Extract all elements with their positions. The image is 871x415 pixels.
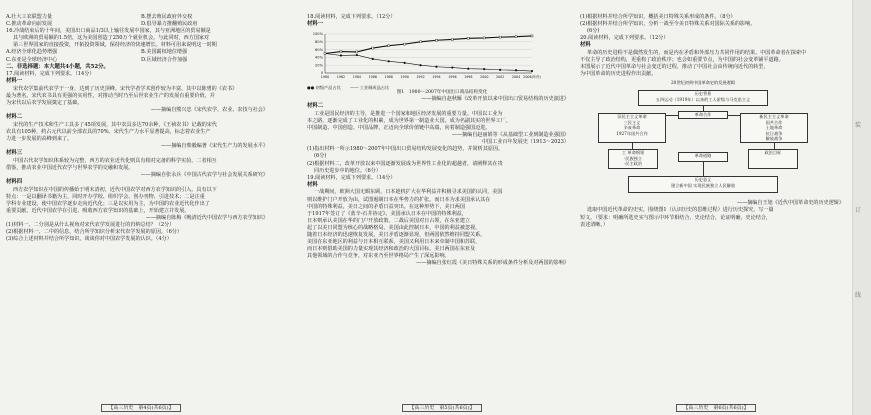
x-tick-label: 1990	[400, 74, 409, 79]
x-tick-label: 1988	[384, 74, 393, 79]
sub-question: (3)综合上述材料并结合所学知识，谈谈你对中国农学发展的认识。（4分）	[6, 236, 172, 243]
material-line: 中国的特殊利益，美日之间的矛盾日益突出。在这种形势下，美日两国	[307, 203, 465, 210]
data-point-manufactured	[451, 38, 453, 40]
diagram-path-box: 革命道路	[678, 152, 728, 162]
box-line: 土地革命	[765, 125, 783, 131]
data-point-manufactured	[388, 44, 390, 46]
gutter-mark: 装	[855, 122, 862, 129]
material-source: ——摘编自柴毅编著《宋代生产力的发展水平》	[161, 143, 268, 150]
page-number: 【高三历史 第6页(共6页)】	[676, 404, 755, 412]
data-point-primary	[531, 70, 533, 72]
page-number: 【高三历史 第4页(共6页)】	[101, 404, 180, 412]
material-line: 起了以美日同盟为核心的战略格局，美国由此控制日本，中国的利益被忽视。	[307, 224, 481, 231]
sub-question: (1)指出材料一所示1980～2007年中国出口贸易结构发展变化的趋势，并简析其原因。	[307, 146, 504, 153]
x-tick-label: 1996	[448, 74, 457, 79]
material-heading: 材料四	[6, 179, 23, 186]
material-line: 宋代的生产技术和生产工具多了45项发展，其中农具多达70余种，《王祯农书》记载的宋代	[13, 121, 217, 128]
x-tick-label: 1984	[352, 74, 362, 79]
material-line: 中国制造、中国创造、中国品牌，正迈向全球价值链中高端，向着制造强国迈进。	[307, 125, 491, 132]
material-line: 美国在东亚地区的利益与日本相互联系，美国又利用日本来牵制中国和苏联，	[307, 239, 481, 246]
page-number: 【高三历史 第5页(共6页)】	[402, 404, 481, 412]
material-line: 一战期间，欧洲大国无暇东顾，日本趁机扩大在华利益并积极寻求美国的认同，美国	[314, 189, 503, 196]
material-line: 重要贡献。近代中国农学在引进、吸收西方农学知识的基础上，开始建立并发展。	[6, 208, 190, 215]
material-line: 本图展示了近代中国革命与社会变迁的过程，推动了中国社会由传统向近代的转型，	[580, 64, 769, 71]
page-6-column	[580, 14, 852, 415]
legend-marker-dots: ●●	[307, 84, 315, 90]
option-c: C.东亚是全球经济中心	[6, 56, 58, 63]
data-point-primary	[515, 69, 517, 71]
material-line: 为中国革命的历史进程作出贡献。	[580, 71, 657, 78]
sub-question: (1)根据材料并结合所学知识，概括美日特殊关系形成的条件。（8分）	[580, 14, 736, 20]
box-line: 解放战争	[765, 135, 783, 141]
question-16-line: 第三世界国家的直接投资，开拓投资领域，保持经济的快速增长。材料可用来说明这一时期	[13, 42, 217, 49]
page-footer	[307, 404, 577, 411]
material-heading: 材料	[307, 181, 318, 188]
question-16-line: 其与欧洲的贸易额的1.5倍，这为美国创造了250万个就业机会。与此同时，西方国家对	[13, 35, 210, 42]
x-tick-label: 1986	[368, 74, 377, 79]
question-16-line: 16.冷战结束后的十年间，美国出口商品1/3以上输往发展中国家，其与亚洲地区的贸易额是	[6, 28, 211, 35]
page-5-column	[307, 14, 577, 415]
connector	[703, 162, 704, 176]
material-heading: 材料一	[6, 78, 23, 85]
diagram-goal-box: 政治目标	[748, 149, 798, 169]
diagram-background-head: 历史背景	[694, 91, 712, 97]
question-20-stem: 20.阅读材料，完成下列要求。（12分）	[580, 35, 669, 42]
sub-question: (1)材料一、二分别是从什么视角对宋代农学发展进行的归纳总结？（2分）	[6, 222, 175, 229]
material-line: 农具有105种，约占元代以前全部农具的70%。宋代生产力水平显著提高，标志着农业生产	[6, 129, 211, 135]
option-d: D.倡导暴力推翻殖民政府	[141, 21, 198, 28]
section-heading: 二、非选择题：本大题共4小题，共52分。	[6, 63, 109, 70]
question-17-stem: 17.阅读材料，完成下列要求。（14分）	[6, 71, 95, 78]
option-a: A.壮大工农联盟力量	[6, 14, 53, 20]
data-point-primary	[499, 68, 501, 70]
material-line: 于1917年签订了《蓝辛-石井协定》。美国承认日本在中国的特殊利益，	[307, 210, 467, 217]
diagram-background-sub: 五四运动（1919年）以来的工人阶级与马克思主义	[655, 96, 751, 102]
y-tick-label: 60%	[315, 47, 323, 52]
legend-marker-line: ——	[350, 84, 359, 90]
data-point-primary	[467, 67, 469, 69]
box-heading: 旧民主主义革命	[617, 114, 647, 120]
material-line: 特点：一是以翻译书籍为主，同时开办学校、组织学会、创办刊物、引进技术；二是注重	[6, 193, 205, 200]
material-source: ——摘编自赵丽娟等《从基础型工业到制造业强国》	[451, 132, 569, 139]
material-line: 借鉴，推动农业中国近代农学与世界农学的交融和发展。	[6, 164, 134, 171]
data-point-primary	[404, 61, 406, 63]
material-line: 革命的历史进程不是偶然发生的，而是内在矛盾和外部压力共同作用的结果。中国革命者在探索中	[587, 49, 807, 56]
material-line: 为宋代以后农学发展奠定了基础。	[6, 100, 83, 107]
box-line: 抗日战争	[765, 130, 783, 136]
data-point-manufactured	[356, 51, 358, 53]
material-heading: 材料	[580, 42, 591, 49]
legend-label: 工业制成品占比	[359, 84, 390, 90]
diagram-background-box	[638, 90, 768, 106]
page-footer	[580, 404, 852, 411]
page-footer	[6, 404, 276, 411]
diagram-significance-box	[628, 176, 778, 193]
y-tick-label: 80%	[315, 39, 323, 44]
material-line: 不仅主导了政治结构，更重构了政治秩序；也会如重要节点，为中国的社会变革铺平道路。	[580, 57, 784, 64]
material-line: 工业是国民经济的主导，是推进一个国家和地区经济发展的重要力量。中国以工业为	[314, 110, 503, 117]
x-tick-label: 2006(年份)	[523, 74, 541, 79]
diagram-title: 20世纪初到中国革命史的发展逻辑	[671, 80, 735, 86]
data-point-manufactured	[435, 39, 437, 41]
data-point-primary	[388, 60, 390, 62]
data-point-manufactured	[531, 35, 533, 37]
box-line: 三民主义	[623, 119, 641, 125]
material-source: ——摘编自张红霞《美日特殊关系的形成条件分析及对两国的影响》	[416, 260, 569, 267]
x-tick-label: 2000	[480, 74, 489, 79]
revolution-logic-diagram	[580, 80, 852, 198]
gutter-mark: 线	[855, 292, 862, 299]
material-line: 则以维护门户开放为由，试图遏制日本在华势力的扩张。而日本为求美国承认其在	[307, 196, 491, 203]
legend-item	[307, 85, 341, 90]
material-line: 随着日本经济的迅速恢复发展，美日矛盾逐渐显现，但两国依然维持同盟关系。	[307, 231, 486, 238]
binding-gutter	[852, 0, 871, 415]
material-line: 力进一步发展的高峰到来了。	[6, 136, 73, 143]
y-tick-label: 20%	[315, 63, 323, 68]
x-tick-label: 1980	[320, 74, 330, 79]
legend-label: 初级产品占比	[315, 84, 341, 90]
material-line: 本之路，逐渐完成了工业化的积累，成为世界第一制造业大国，成为名副其实的世界工厂。	[307, 117, 511, 124]
x-tick-label: 2002	[495, 74, 505, 79]
material-line: 中国古代农学知识体系较为完整，西方的农业近代化则具有相对完备的科学实验。二者相互	[13, 157, 217, 164]
material-source: 中国工业百年发展史（1913～2023）	[481, 139, 569, 146]
data-point-manufactured	[340, 50, 342, 52]
box-line: 辛亥革命	[623, 125, 641, 131]
material-source: ——摘编自赵秋雁《改革开放以来中国出口贸易结构的历史演进》	[421, 96, 569, 103]
data-point-primary	[483, 68, 485, 70]
data-point-manufactured	[467, 37, 469, 39]
diagram-old-democratic-box	[598, 113, 666, 143]
data-point-manufactured	[404, 43, 406, 45]
y-tick-label: 0	[320, 70, 323, 75]
material-line: 最为著名。宋代农书具有更强的实用性，对推动当时乃至后世农业生产的发展有重要价值，并	[6, 93, 215, 100]
diagram-program-box	[608, 149, 658, 169]
chart-caption: 图1 1980～2007年中国出口商品结构变化	[396, 90, 488, 96]
data-point-primary	[419, 64, 421, 66]
option-c: C.推动革命向前发展	[6, 21, 53, 28]
diagram-new-democratic-box	[740, 113, 808, 143]
data-point-primary	[372, 58, 374, 60]
x-tick-label: 1992	[416, 74, 425, 79]
question-18-stem: 18.阅读材料，完成下列要求。（12分）	[307, 14, 396, 20]
data-point-primary	[340, 54, 342, 56]
x-tick-label: 2004	[511, 74, 521, 79]
x-tick-label: 1994	[432, 74, 441, 79]
material-line: 西方农学知识在中国的传播始于明末清初，近代中国农学对西方农学知识的引入，具有以下	[13, 186, 217, 193]
material-source: ——摘编自陈梅《晚清近代中国农学与西方农学知识》	[145, 215, 268, 222]
option-d: D.区域经济合作加强	[141, 56, 188, 63]
x-tick-label: 1982	[336, 74, 346, 79]
material-line: 日本则承认美国在华的门户开放政策。二战后美国对日占领，在东亚建立	[307, 217, 471, 224]
diagram-cooperation-box: 革命合作	[678, 111, 728, 119]
box-line: ·民主政治	[623, 161, 643, 167]
x-tick-label: 1998	[464, 74, 473, 79]
y-tick-label: 100%	[312, 31, 323, 36]
material-source: ——摘编自熊兴忠《宋代农学、农业、农技与社会》	[150, 107, 268, 114]
data-point-manufactured	[499, 36, 501, 38]
material-line: 而日本则借助美国的力量实现其经济和政治的大国目标。美日两国在东亚及	[307, 246, 476, 253]
export-structure-chart	[307, 31, 577, 83]
box-heading: 工 革命纲领	[621, 150, 645, 156]
data-point-manufactured	[420, 40, 422, 42]
task-line: 选取中国近代革命的史实，围绕图1（认识历史的思维过程）进行历史探究，写一篇	[587, 207, 774, 214]
question-19-stem: 19.阅读材料，完成下列要求。（14分）	[307, 174, 396, 181]
task-line: 表述清晰。）	[580, 221, 609, 228]
option-row	[6, 49, 276, 56]
sub-question: (6分)	[587, 28, 600, 35]
option-b: B.美国霸权地位增强	[141, 49, 188, 56]
page-4-column	[6, 14, 276, 415]
data-point-primary	[451, 66, 453, 68]
box-line: 建立新中国 实现民族独立人民解放	[670, 182, 736, 188]
data-point-manufactured	[515, 35, 517, 37]
box-heading: 新民主主义革命	[759, 114, 789, 120]
material-line: 宋代农学集前代农学于一身，达到了历史顶峰。宋代学者学术创作较为丰富，其中以陈旉的《农书》	[13, 85, 238, 92]
box-heading: 历史意义	[694, 177, 712, 183]
y-tick-label: 40%	[315, 55, 323, 60]
material-line: 其他领域的合作与竞争，对东亚乃至世界格局产生了深远影响。	[307, 253, 450, 260]
data-point-manufactured	[324, 52, 326, 54]
sub-question: (2)根据材料二，改革开放以来中国逐渐发展成为世界性工业化的超越者，请阐释其在贵	[307, 160, 503, 167]
sub-question: 同历史进步中的地位。（6分）	[314, 167, 381, 174]
line-chart	[307, 31, 541, 81]
series-line-primary	[325, 53, 532, 71]
sub-question: (2)根据材料并结合所学知识，分析一战至今美日特殊关系对国际关系的影响。	[580, 21, 756, 28]
data-point-manufactured	[483, 37, 485, 39]
data-point-manufactured	[372, 47, 374, 49]
data-point-primary	[435, 65, 437, 67]
material-source: ——摘编自王旭《近代中国革命史的历史逻辑》	[737, 200, 844, 207]
option-a: A.经济全球化趋势增强	[6, 49, 58, 56]
sub-question: (2)根据材料一、二中的信息，结合所学知识分析宋代农学发展的原因。（6分）	[6, 229, 183, 236]
box-line: 1927年国共合作	[616, 130, 648, 136]
material-heading: 材料二	[6, 114, 23, 121]
sub-question: (6分)	[314, 153, 327, 160]
option-b: B.摆去殖民政府外交权	[141, 14, 193, 20]
legend-item	[350, 85, 389, 90]
option-row	[6, 57, 276, 64]
material-heading: 材料一	[307, 21, 324, 28]
box-line: ·民族独立	[623, 155, 643, 161]
material-heading: 材料三	[6, 150, 23, 157]
material-heading: 材料二	[307, 103, 324, 110]
material-source: ——摘编自张永兵《中国古代农学与社会发展关系研究》	[140, 172, 268, 179]
gutter-mark: 订	[855, 207, 862, 214]
task-line: 短文。（要求：明确所选史实与图示中环节相结合，史论结合，论证明确，史论结合，	[580, 214, 772, 221]
data-point-primary	[356, 54, 358, 56]
material-line: 学科专业建设，使中国农学逐步走向近代化；三是以实用为主，为中国的农业近代化作出了	[6, 200, 210, 207]
box-line: 国共合作	[765, 119, 783, 125]
